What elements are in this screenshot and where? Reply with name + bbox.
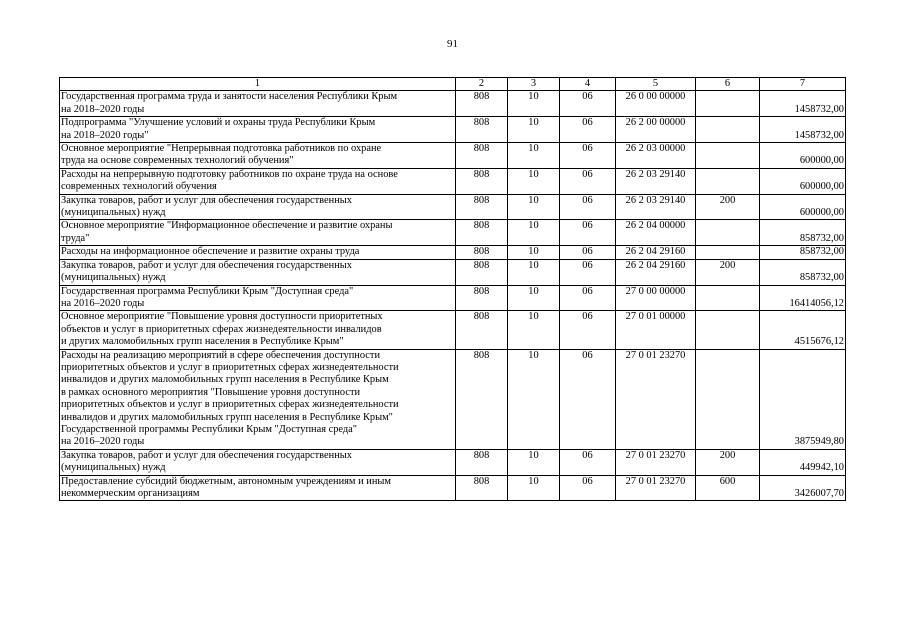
target-article-cell: 26 2 04 29160: [616, 246, 696, 259]
subsection-code-cell: 06: [560, 194, 616, 220]
subsection-code-cell: 06: [560, 285, 616, 311]
table-row: [60, 449, 846, 475]
table-row: [60, 246, 846, 259]
section-code-cell: 10: [508, 475, 560, 501]
row-name-cell: Расходы на реализацию мероприятий в сфере обеспечения доступности приоритетных объектов и услуг в приоритетных сферах жизнедеятельности инвалидов и других маломобильных групп населения в Республике Крым в рамках основного мероприятия "Повышение уровня доступности приоритетных объектов и услуг в приоритетных сферах жизнедеятельности инвалидов и других маломобильных групп населения в Республике Крым" Государственной программы Республики Крым "Доступная среда" на 2016–2020 годы: [60, 349, 456, 449]
row-name-cell: Расходы на информационное обеспечение и развитие охраны труда: [60, 246, 456, 259]
expense-type-cell: [696, 349, 760, 449]
row-name-cell: Закупка товаров, работ и услуг для обеспечения государственных (муниципальных) нужд: [60, 449, 456, 475]
column-header: 2: [456, 78, 508, 91]
expense-type-cell: 600: [696, 475, 760, 501]
amount-cell: 1458732,00: [760, 91, 846, 117]
row-name-cell: Основное мероприятие "Информационное обеспечение и развитие охраны труда": [60, 220, 456, 246]
row-name-cell: Закупка товаров, работ и услуг для обеспечения государственных (муниципальных) нужд: [60, 259, 456, 285]
table-row: [60, 349, 846, 449]
section-code-cell: 10: [508, 311, 560, 349]
amount-cell: 1458732,00: [760, 117, 846, 143]
subsection-code-cell: 06: [560, 220, 616, 246]
amount-cell: 858732,00: [760, 220, 846, 246]
ministry-code-cell: 808: [456, 220, 508, 246]
expense-type-cell: [696, 91, 760, 117]
subsection-code-cell: 06: [560, 246, 616, 259]
target-article-cell: 27 0 01 00000: [616, 311, 696, 349]
subsection-code-cell: 06: [560, 311, 616, 349]
section-code-cell: 10: [508, 449, 560, 475]
amount-cell: 449942,10: [760, 449, 846, 475]
expense-type-cell: [696, 220, 760, 246]
row-name-cell: Государственная программа Республики Крым "Доступная среда" на 2016–2020 годы: [60, 285, 456, 311]
column-header: 5: [616, 78, 696, 91]
expense-type-cell: [696, 246, 760, 259]
budget-table: [59, 77, 846, 501]
row-name-cell: Основное мероприятие "Повышение уровня доступности приоритетных объектов и услуг в приоритетных сферах жизнедеятельности инвалидов и других маломобильных групп населения в Республике Крым": [60, 311, 456, 349]
amount-cell: 600000,00: [760, 168, 846, 194]
table-row: [60, 285, 846, 311]
expense-type-cell: 200: [696, 259, 760, 285]
table-row: [60, 259, 846, 285]
section-code-cell: 10: [508, 259, 560, 285]
ministry-code-cell: 808: [456, 449, 508, 475]
amount-cell: 3875949,80: [760, 349, 846, 449]
ministry-code-cell: 808: [456, 285, 508, 311]
expense-type-cell: [696, 168, 760, 194]
target-article-cell: 26 2 00 00000: [616, 117, 696, 143]
subsection-code-cell: 06: [560, 475, 616, 501]
target-article-cell: 26 0 00 00000: [616, 91, 696, 117]
table-row: [60, 143, 846, 169]
expense-type-cell: [696, 285, 760, 311]
table-row: [60, 91, 846, 117]
amount-cell: 858732,00: [760, 259, 846, 285]
target-article-cell: 26 2 03 00000: [616, 143, 696, 169]
target-article-cell: 26 2 04 00000: [616, 220, 696, 246]
amount-cell: 16414056,12: [760, 285, 846, 311]
table-row: [60, 194, 846, 220]
subsection-code-cell: 06: [560, 117, 616, 143]
target-article-cell: 26 2 03 29140: [616, 194, 696, 220]
target-article-cell: 27 0 01 23270: [616, 349, 696, 449]
target-article-cell: 27 0 01 23270: [616, 475, 696, 501]
ministry-code-cell: 808: [456, 246, 508, 259]
section-code-cell: 10: [508, 246, 560, 259]
column-header: 4: [560, 78, 616, 91]
section-code-cell: 10: [508, 91, 560, 117]
expense-type-cell: 200: [696, 194, 760, 220]
ministry-code-cell: 808: [456, 194, 508, 220]
target-article-cell: 27 0 01 23270: [616, 449, 696, 475]
subsection-code-cell: 06: [560, 143, 616, 169]
amount-cell: 858732,00: [760, 246, 846, 259]
table-row: [60, 117, 846, 143]
row-name-cell: Закупка товаров, работ и услуг для обеспечения государственных (муниципальных) нужд: [60, 194, 456, 220]
section-code-cell: 10: [508, 194, 560, 220]
ministry-code-cell: 808: [456, 143, 508, 169]
amount-cell: 3426007,70: [760, 475, 846, 501]
subsection-code-cell: 06: [560, 168, 616, 194]
row-name-cell: Государственная программа труда и занятости населения Республики Крым на 2018–2020 годы: [60, 91, 456, 117]
amount-cell: 600000,00: [760, 194, 846, 220]
row-name-cell: Подпрограмма "Улучшение условий и охраны труда Республики Крым на 2018–2020 годы": [60, 117, 456, 143]
expense-type-cell: [696, 117, 760, 143]
row-name-cell: Основное мероприятие "Непрерывная подготовка работников по охране труда на основе современных технологий обучения": [60, 143, 456, 169]
section-code-cell: 10: [508, 143, 560, 169]
column-header: 3: [508, 78, 560, 91]
subsection-code-cell: 06: [560, 91, 616, 117]
ministry-code-cell: 808: [456, 168, 508, 194]
row-name-cell: Предоставление субсидий бюджетным, автономным учреждениям и иным некоммерческим организациям: [60, 475, 456, 501]
page-number: 91: [447, 38, 458, 50]
column-header: 1: [60, 78, 456, 91]
ministry-code-cell: 808: [456, 117, 508, 143]
ministry-code-cell: 808: [456, 259, 508, 285]
table-header-row: [60, 78, 846, 91]
target-article-cell: 27 0 00 00000: [616, 285, 696, 311]
column-header: 6: [696, 78, 760, 91]
expense-type-cell: 200: [696, 449, 760, 475]
subsection-code-cell: 06: [560, 259, 616, 285]
ministry-code-cell: 808: [456, 91, 508, 117]
row-name-cell: Расходы на непрерывную подготовку работников по охране труда на основе современных технологий обучения: [60, 168, 456, 194]
table-row: [60, 168, 846, 194]
section-code-cell: 10: [508, 349, 560, 449]
expense-type-cell: [696, 311, 760, 349]
expense-type-cell: [696, 143, 760, 169]
section-code-cell: 10: [508, 220, 560, 246]
ministry-code-cell: 808: [456, 349, 508, 449]
table-row: [60, 475, 846, 501]
target-article-cell: 26 2 04 29160: [616, 259, 696, 285]
column-header: 7: [760, 78, 846, 91]
section-code-cell: 10: [508, 285, 560, 311]
table-body: [60, 91, 846, 501]
target-article-cell: 26 2 03 29140: [616, 168, 696, 194]
subsection-code-cell: 06: [560, 349, 616, 449]
ministry-code-cell: 808: [456, 311, 508, 349]
section-code-cell: 10: [508, 117, 560, 143]
ministry-code-cell: 808: [456, 475, 508, 501]
table-row: [60, 220, 846, 246]
table-row: [60, 311, 846, 349]
subsection-code-cell: 06: [560, 449, 616, 475]
amount-cell: 4515676,12: [760, 311, 846, 349]
section-code-cell: 10: [508, 168, 560, 194]
amount-cell: 600000,00: [760, 143, 846, 169]
